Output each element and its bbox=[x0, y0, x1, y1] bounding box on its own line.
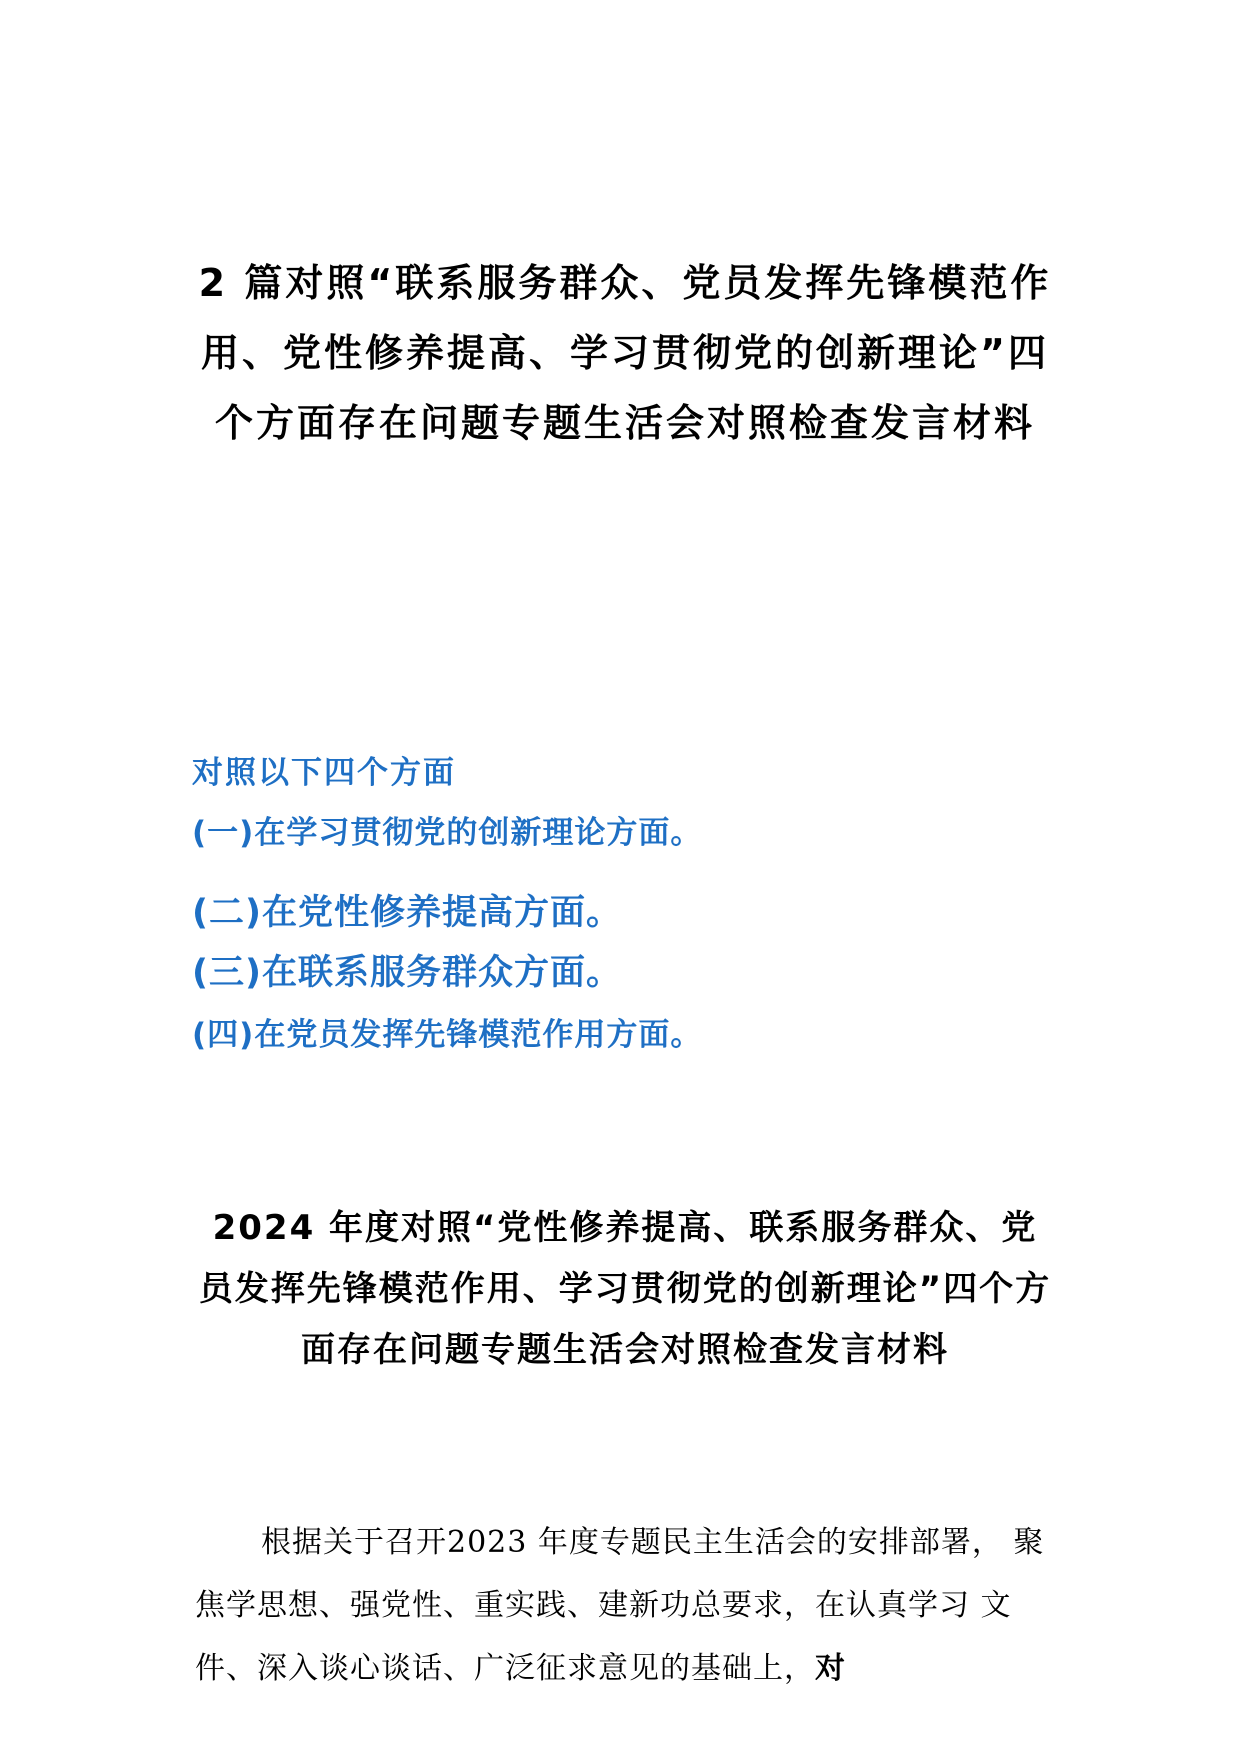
body-paragraph bbox=[195, 1511, 1055, 1700]
document-title: 2 篇对照“联系服务群众、党员发挥先锋模范作用、党性修养提高、学习贯彻党的创新理论”四个方面存在问题专题生活会对照检查发言材料 bbox=[198, 261, 1052, 445]
body-paragraph-text: 根据关于召开2023 年度专题民主生活会的安排部署， 聚焦学思想、强党性、重实践、建新功总要求，在认真学习 文件、深入谈心谈话、广泛征求意见的基础上， bbox=[195, 1525, 1045, 1686]
aspect-item-4: (四)在党员发挥先锋模范作用方面。 bbox=[192, 1017, 703, 1053]
aspect-item-2: (二)在党性修养提高方面。 bbox=[192, 893, 622, 933]
section-title: 2024 年度对照“党性修养提高、联系服务群众、党员发挥先锋模范作用、学习贯彻党的创新理论”四个方面存在问题专题生活会对照检查发言材料 bbox=[198, 1208, 1052, 1370]
aspects-heading: 对照以下四个方面 bbox=[192, 755, 456, 791]
aspect-item-1: (一)在学习贯彻党的创新理论方面。 bbox=[192, 815, 703, 851]
aspect-item-3: (三)在联系服务群众方面。 bbox=[192, 953, 622, 993]
body-paragraph-bold-tail: 对 bbox=[815, 1651, 846, 1686]
